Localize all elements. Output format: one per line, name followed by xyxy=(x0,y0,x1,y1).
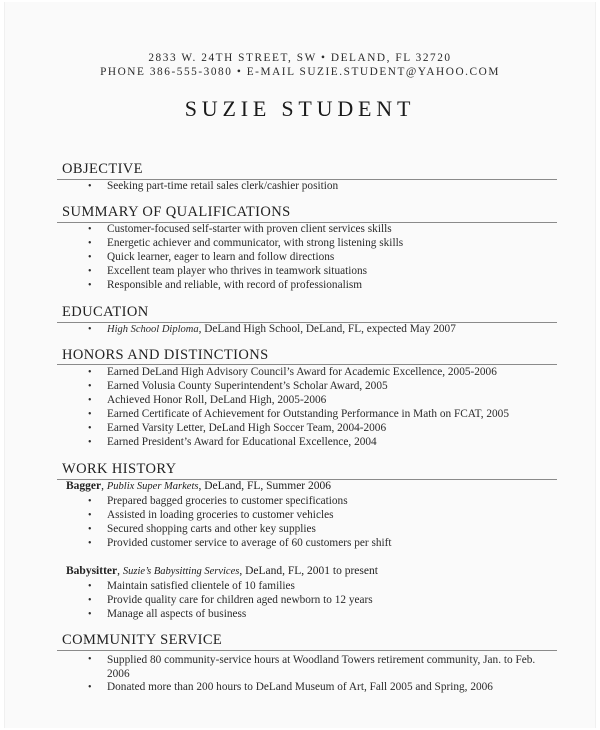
job-heading: Babysitter, Suzie’s Babysitting Services, DeLand, FL, 2001 to present xyxy=(66,565,378,577)
job-employer: Publix Super Markets xyxy=(106,481,199,492)
job-role: Bagger xyxy=(66,480,102,492)
bullet-icon: • xyxy=(88,524,92,535)
section-title-community: COMMUNITY SERVICE xyxy=(62,632,223,648)
bullet-icon: • xyxy=(88,423,92,434)
bullet-icon: • xyxy=(88,280,92,291)
bullet-icon: • xyxy=(88,252,92,263)
bullet-icon: • xyxy=(88,238,92,249)
job-role: Babysitter xyxy=(66,565,118,577)
job-employer: Suzie’s Babysitting Services xyxy=(122,566,240,577)
section-title-education: EDUCATION xyxy=(62,304,149,320)
bullet-icon: • xyxy=(88,409,92,420)
bullet-icon: • xyxy=(88,654,92,665)
bullet-icon: • xyxy=(88,595,92,606)
section-divider xyxy=(57,650,557,651)
job-details: , DeLand, FL, Summer 2006 xyxy=(198,480,332,492)
candidate-name: SUZIE STUDENT xyxy=(184,96,416,121)
education-details: , DeLand High School, DeLand, FL, expected May 2007 xyxy=(198,323,456,335)
address-line: 2833 W. 24TH STREET, SW • DELAND, FL 32720 xyxy=(148,52,452,64)
bullet-icon: • xyxy=(88,224,92,235)
section-title-objective: OBJECTIVE xyxy=(62,161,143,177)
bullet-icon: • xyxy=(88,381,92,392)
bullet-icon: • xyxy=(88,181,92,192)
job-details: , DeLand, FL, 2001 to present xyxy=(239,565,378,577)
section-divider xyxy=(57,364,557,365)
bullet-icon: • xyxy=(88,510,92,521)
bullet-icon: • xyxy=(88,609,92,620)
bullet-icon: • xyxy=(88,367,92,378)
bullet-icon: • xyxy=(88,324,92,335)
section-title-work: WORK HISTORY xyxy=(62,461,177,477)
bullet-icon: • xyxy=(88,266,92,277)
bullet-icon: • xyxy=(88,395,92,406)
degree: High School Diploma xyxy=(107,324,199,335)
bullet-icon: • xyxy=(88,682,92,693)
job-heading: Bagger, Publix Super Markets, DeLand, FL, Summer 2006 xyxy=(66,480,332,492)
contact-line: PHONE 386-555-3080 • E-MAIL SUZIE.STUDENT@YAHOO.COM xyxy=(100,66,500,78)
bullet-icon: • xyxy=(88,581,92,592)
bullet-icon: • xyxy=(88,437,92,448)
bullet-icon: • xyxy=(88,496,92,507)
section-title-qualifications: SUMMARY OF QUALIFICATIONS xyxy=(62,204,291,220)
bullet-icon: • xyxy=(88,538,92,549)
section-title-honors: HONORS AND DISTINCTIONS xyxy=(62,347,269,363)
